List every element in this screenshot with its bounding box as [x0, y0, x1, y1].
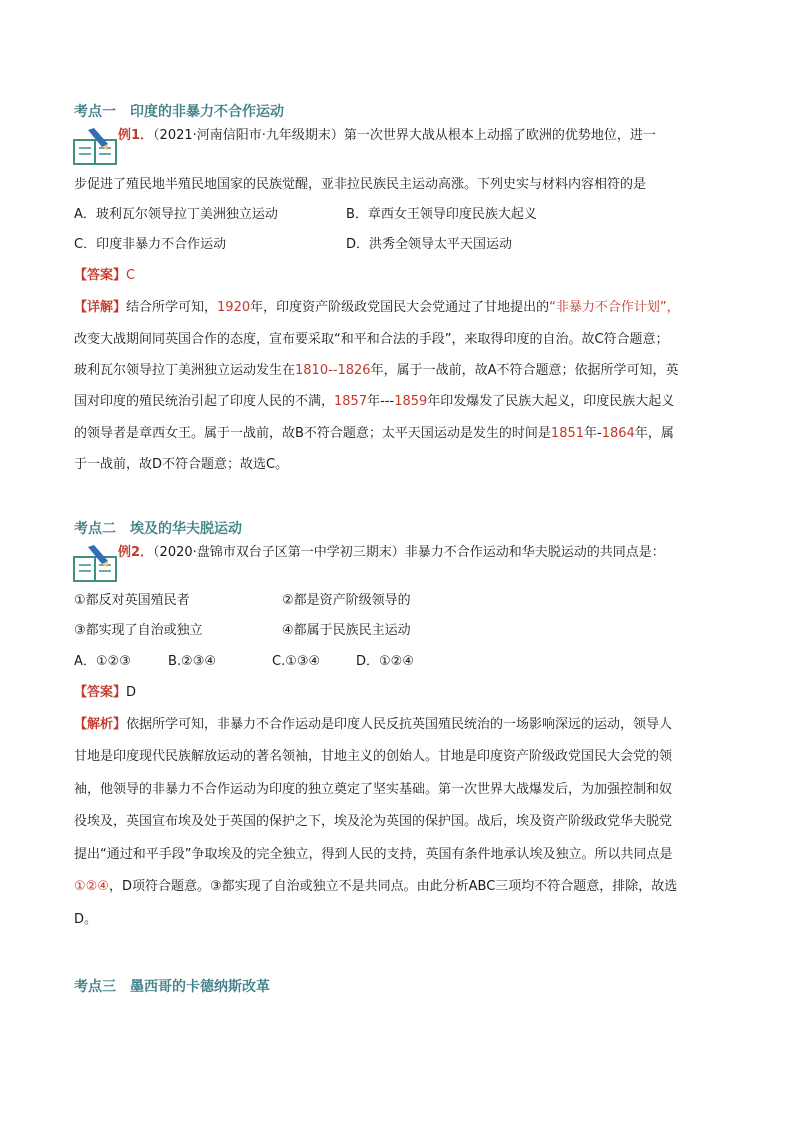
- option-a: A．①②③: [74, 654, 131, 669]
- text: 年，属: [634, 426, 674, 441]
- text: 年，属于一战前，故A不符合题意；依据所学可知，英: [370, 363, 679, 378]
- detail-line-4: [74, 393, 674, 411]
- example-label: 例1．: [118, 128, 154, 143]
- detail-line-1: [74, 299, 680, 317]
- year: 1859: [394, 394, 428, 409]
- text: 结合所学可知，: [126, 300, 218, 315]
- answer-value: D: [126, 685, 137, 700]
- detail-line-3: [74, 362, 678, 380]
- answer-value: C: [126, 268, 136, 283]
- analysis-line-1: [74, 716, 672, 734]
- answer-line: [74, 684, 136, 702]
- detail-label: 【详解】: [74, 300, 127, 315]
- section-title: 印度的非暴力不合作运动: [130, 104, 284, 120]
- analysis-line-3: 袖，他领导的非暴力不合作运动为印度的独立奠定了坚实基础。第一次世界大战爆发后，为加强控制和奴: [74, 782, 673, 797]
- analysis-line-6: [74, 878, 677, 896]
- text: 年---: [367, 394, 395, 409]
- book-pencil-icon: [72, 543, 118, 583]
- statement-4: ④都属于民族民主运动: [282, 623, 411, 638]
- option-b: B.②③④: [168, 654, 217, 669]
- answer-line: [74, 267, 135, 285]
- question-stem: （2021·河南信阳市·九年级期末）第一次世界大战从根本上动摇了欧洲的优势地位，进一: [153, 128, 656, 143]
- year: 1810--1826: [295, 363, 371, 378]
- option-c: C．印度非暴力不合作运动: [74, 237, 227, 252]
- text: ，D项符合题意。③都实现了自治或独立不是共同点。由此分析ABC三项均不符合题意，排除，故选: [108, 879, 678, 894]
- analysis-line-4: 役埃及，英国宣布埃及处于英国的保护之下，埃及沦为英国的保护国。战后，埃及资产阶级政党华夫脱党: [74, 814, 673, 829]
- detail-line-6: 于一战前，故D不符合题意；故选C。: [74, 457, 289, 472]
- example-1-line-2: 步促进了殖民地半殖民地国家的民族觉醒，亚非拉民族民主运动高涨。下列史实与材料内容相符的是: [74, 177, 647, 192]
- analysis-line-2: 甘地是印度现代民族解放运动的著名领袖，甘地主义的创始人。甘地是印度资产阶级政党国民大会党的领: [74, 749, 673, 764]
- analysis-line-7: D。: [74, 912, 98, 927]
- answer-label: 【答案】: [74, 685, 127, 700]
- option-d: D．洪秀全领导太平天国运动: [346, 237, 513, 252]
- text: 年，印度资产阶级政党国民大会党通过了甘地提出的: [250, 300, 550, 315]
- year: 1864: [601, 426, 635, 441]
- text: 年-: [584, 426, 602, 441]
- section-tag: 考点二: [74, 521, 116, 537]
- year: 1857: [334, 394, 368, 409]
- text: 玻利瓦尔领导拉丁美洲独立运动发生在: [74, 363, 296, 378]
- answer-label: 【答案】: [74, 268, 127, 283]
- year: 1851: [550, 426, 585, 441]
- section-heading-2: [74, 518, 242, 538]
- analysis-line-5: 提出“通过和平手段”争取埃及的完全独立，得到人民的支持，英国有条件地承认埃及独立。所以共同点是: [74, 847, 673, 862]
- section-heading-1: [74, 101, 284, 121]
- section-title: 墨西哥的卡德纳斯改革: [130, 979, 270, 995]
- book-pencil-icon: [72, 126, 118, 166]
- option-a: A．玻利瓦尔领导拉丁美洲独立运动: [74, 207, 278, 222]
- option-d: D．①②④: [356, 654, 414, 669]
- analysis-label: 【解析】: [74, 717, 127, 732]
- statement-2: ②都是资产阶级领导的: [282, 593, 411, 608]
- text: 年印发爆发了民族大起义，印度民族大起义: [427, 394, 675, 409]
- section-heading-3: [74, 976, 270, 996]
- quote: “非暴力不合作计划”，: [549, 300, 680, 315]
- option-b: B．章西女王领导印度民族大起义: [346, 207, 537, 222]
- option-c: C.①③④: [272, 654, 321, 669]
- text: 依据所学可知，非暴力不合作运动是印度人民反抗英国殖民统治的一场影响深远的运动，领导人: [126, 717, 673, 732]
- detail-line-5: [74, 425, 674, 443]
- section-tag: 考点一: [74, 104, 116, 120]
- highlight: ①②④: [74, 879, 109, 894]
- question-stem: （2020·盘锦市双台子区第一中学初三期末）非暴力不合作运动和华夫脱运动的共同点是：: [153, 545, 665, 560]
- section-title: 埃及的华夫脱运动: [130, 521, 242, 537]
- example-1-line-1: [118, 127, 656, 145]
- example-label: 例2．: [118, 545, 154, 560]
- text: 国对印度的殖民统治引起了印度人民的不满，: [74, 394, 335, 409]
- text: 的领导者是章西女王。属于一战前，故B不符合题意；太平天国运动是发生的时间是: [74, 426, 551, 441]
- year: 1920: [217, 300, 251, 315]
- example-2-line-1: [118, 544, 665, 562]
- detail-line-2: 改变大战期间同英国合作的态度，宣布要采取“和平和合法的手段”，来取得印度的自治。故C符合题意；: [74, 332, 669, 347]
- statement-1: ①都反对英国殖民者: [74, 593, 190, 608]
- statement-3: ③都实现了自治或独立: [74, 623, 203, 638]
- section-tag: 考点三: [74, 979, 116, 995]
